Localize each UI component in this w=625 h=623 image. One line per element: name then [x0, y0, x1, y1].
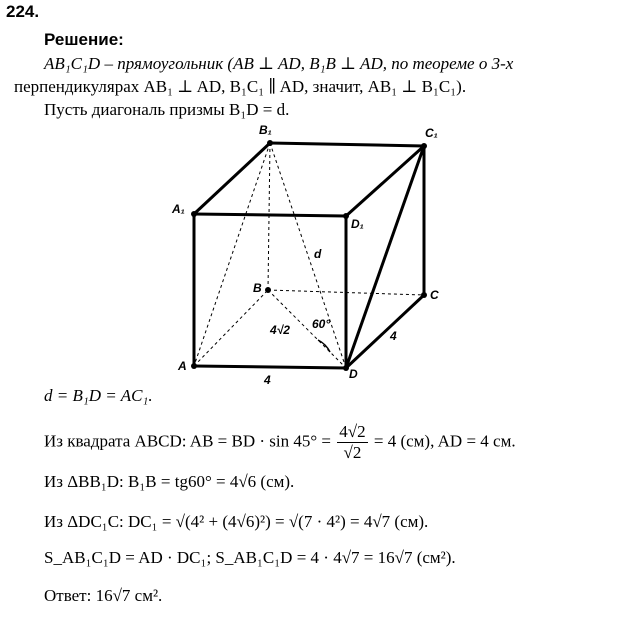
- label-b1: B₁: [259, 123, 272, 137]
- label-c: C: [430, 288, 439, 302]
- vertex-c1: [421, 143, 427, 149]
- label-a: A: [178, 359, 187, 373]
- edge-a1-d1: [194, 214, 346, 216]
- vertex-b: [265, 287, 271, 293]
- label-bd-length: 4√2: [270, 323, 290, 337]
- edge-a-b: [194, 290, 268, 366]
- vertex-a: [191, 363, 197, 369]
- text-line-7: Из ΔDC₁C: DC₁ = √(4² + (4√6)²) = √(7 · 4²) = 4√7 (см).: [44, 512, 429, 531]
- fraction: [337, 422, 367, 463]
- label-ad-length: 4: [264, 373, 271, 387]
- fraction-numerator: 4√2: [339, 422, 366, 441]
- text-line-5-start: Из квадрата ABCD: AB = BD · sin 45° =: [44, 431, 332, 451]
- text-line-1: AB₁C₁D – прямоугольник (AB ⊥ AD, B₁B ⊥ AD, по теореме о 3-х: [44, 54, 514, 73]
- edge-b1-c1: [270, 143, 424, 146]
- text-line-8: S_AB₁C₁D = AD · DC₁; S_AB₁C₁D = 4 · 4√7 = 16√7 (см²).: [44, 548, 456, 567]
- fraction-denominator: √2: [343, 443, 362, 462]
- solution-heading: Решение:: [44, 30, 124, 49]
- text-line-4: d = B₁D = AC₁.: [44, 386, 153, 405]
- label-a1: A₁: [172, 202, 185, 216]
- label-d: D: [349, 367, 358, 381]
- vertex-d1: [343, 213, 349, 219]
- label-dc-length: 4: [390, 329, 397, 343]
- label-angle: 60°: [312, 317, 331, 331]
- vertex-b1: [267, 140, 273, 146]
- vertex-a1: [191, 211, 197, 217]
- label-d-diagonal: d: [314, 247, 322, 261]
- edge-a-d: [194, 366, 346, 368]
- text-line-6: Из ΔBB₁D: B₁B = tg60° = 4√6 (см).: [44, 472, 295, 491]
- text-line-5-end: = 4 (см), AD = 4 см.: [373, 431, 516, 451]
- edge-b-b1: [268, 143, 270, 290]
- edge-a1-b1: [194, 143, 270, 214]
- text-line-5: [44, 422, 516, 463]
- label-b: B: [253, 281, 262, 295]
- answer-line: Ответ: 16√7 см².: [44, 586, 163, 605]
- vertex-c: [421, 292, 427, 298]
- text-line-3: Пусть диагональ призмы B₁D = d.: [44, 100, 290, 119]
- label-c1: C₁: [425, 126, 438, 140]
- text-line-2: перпендикулярах AB₁ ⊥ AD, B₁C₁ ∥ AD, значит, AB₁ ⊥ B₁C₁).: [14, 77, 467, 96]
- problem-number: 224.: [6, 2, 40, 21]
- label-d1: D₁: [351, 217, 364, 231]
